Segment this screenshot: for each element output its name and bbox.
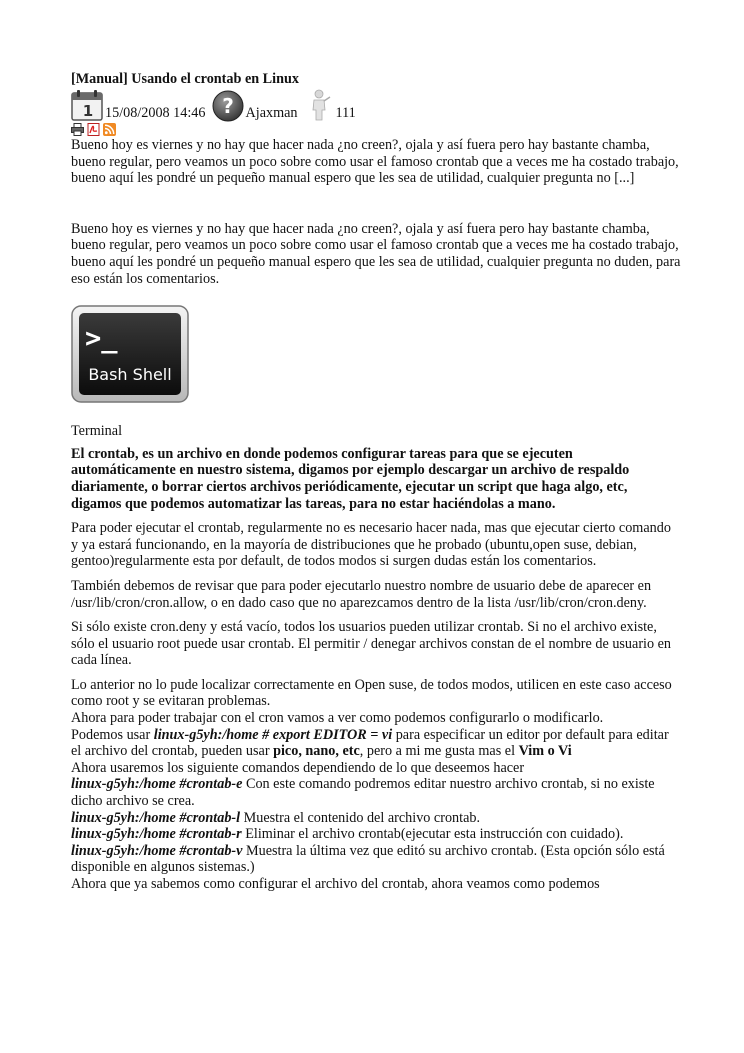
command-item [71,776,681,809]
article-summary: Bueno hoy es viernes y no hay que hacer nada ¿no creen?, ojala y así fuera pero hay bastante chamba, bueno regular, pero veamos un poco sobre como usar el famoso crontab que a veces me ha costado trabajo, bueno aquí les pondré un pequeño manual espero que les sea de utilidad, cualquier pregunta no [...] [71,137,679,187]
command-name: linux-g5yh:/home #crontab-v [71,842,243,859]
post-date: 15/08/2008 14:46 [105,105,206,122]
svg-text:?: ? [221,94,234,118]
command-name: linux-g5yh:/home #crontab-l [71,809,241,826]
editor-pre: Podemos usar [71,726,154,743]
pdf-icon[interactable] [87,123,100,136]
article-title[interactable]: [Manual] Usando el crontab en Linux [71,71,299,87]
views-meta [304,88,356,122]
question-icon [212,90,244,122]
calendar-day: 1 [82,102,94,120]
article-tools [71,123,681,136]
command-item [71,843,681,876]
command-item [71,810,681,827]
editor-mid2: , pero a mi me gusta mas el [359,743,519,760]
editor-mid: para especificar un editor por default para editar el archivo del crontab, pueden usar [71,726,669,760]
command-desc: Muestra la última vez que editó su archivo crontab. (Esta opción sólo está disponible en algunos sistemas.) [71,842,665,876]
author-meta [212,90,298,122]
print-icon[interactable] [71,123,84,136]
command-desc: Con este comando podremos editar nuestro archivo crontab, si no existe dicho archivo se crea. [71,776,655,810]
closing-line: Ahora que ya sabemos como configurar el archivo del crontab, ahora veamos como podemos [71,876,600,892]
rss-icon[interactable] [103,123,116,136]
bash-shell-image [71,305,189,403]
p4-line-2: Ahora para poder trabajar con el cron vamos a ver como podemos configurarlo o modificarlo. [71,710,604,727]
command-name: linux-g5yh:/home #crontab-e [71,776,243,793]
editor-line [71,727,681,760]
export-editor-command: linux-g5yh:/home # export EDITOR = vi [153,726,393,743]
article [71,70,681,893]
command-desc: Muestra el contenido del archivo crontab. [240,809,481,826]
article-meta [71,88,681,122]
paragraph-1: Para poder ejecutar el crontab, regularmente no es necesario hacer nada, mas que ejecutar cierto comando y ya estará funcionando, en la mayoría de distribuciones que he probado (ubuntu,open suse, debian, gentoo)regularmente esta por default, de todos modos si surgen dudas están los comentarios. [71,520,671,570]
post-author[interactable]: Ajaxman [245,105,298,122]
image-caption: Terminal [71,423,123,440]
command-desc: Eliminar el archivo crontab(ejecutar esta instrucción con cuidado). [241,826,624,843]
commands-intro: Ahora usaremos los siguiente comandos dependiendo de lo que deseemos hacer [71,759,525,776]
bold-intro: El crontab, es un archivo en donde podemos configurar tareas para que se ejecuten automáticamente en nuestro sistema, digamos por ejemplo descargar un archivo de respaldo diariamente, o borrar ciertos archivos periódicamente, ejecutar un script que haga algo, etc, digamos que podemos automatizar las tareas, para no estar haciéndolas a mano. [71,445,630,512]
favorite-editor: Vim o Vi [518,743,572,760]
date-meta [71,90,206,122]
view-count: 111 [335,105,356,122]
editor-list: pico, nano, etc [273,743,360,760]
paragraph-3: Si sólo existe cron.deny y está vacío, todos los usuarios pueden utilizar crontab. Si no el archivo existe, sólo el usuario root puede usar crontab. El permitir / denegar archivos constan de el nombre de usuario en cada línea. [71,619,672,669]
shell-label: Bash Shell [88,365,172,385]
command-item [71,826,681,843]
calendar-icon [71,90,103,122]
paragraph-4 [71,677,681,893]
reader-icon [304,88,334,122]
command-name: linux-g5yh:/home #crontab-r [71,826,242,843]
p4-line-1: Lo anterior no lo pude localizar correctamente en Open suse, de todos modos, utilicen en este caso acceso como root y se evitaran problemas. [71,676,672,710]
article-intro: Bueno hoy es viernes y no hay que hacer nada ¿no creen?, ojala y así fuera pero hay bastante chamba, bueno regular, pero veamos un poco sobre como usar el famoso crontab que a veces me ha costado trabajo, bueno aquí les pondré un pequeño manual espero que les sea de utilidad, cualquier pregunta no duden, para eso están los comentarios. [71,220,681,287]
shell-prompt: >_ [85,323,118,355]
paragraph-2: También debemos de revisar que para poder ejecutarlo nuestro nombre de usuario debe de aparecer en /usr/lib/cron/cron.allow, o en dado caso que no aparezcamos dentro de la lista /usr/lib/cron/cron.deny. [71,577,652,611]
